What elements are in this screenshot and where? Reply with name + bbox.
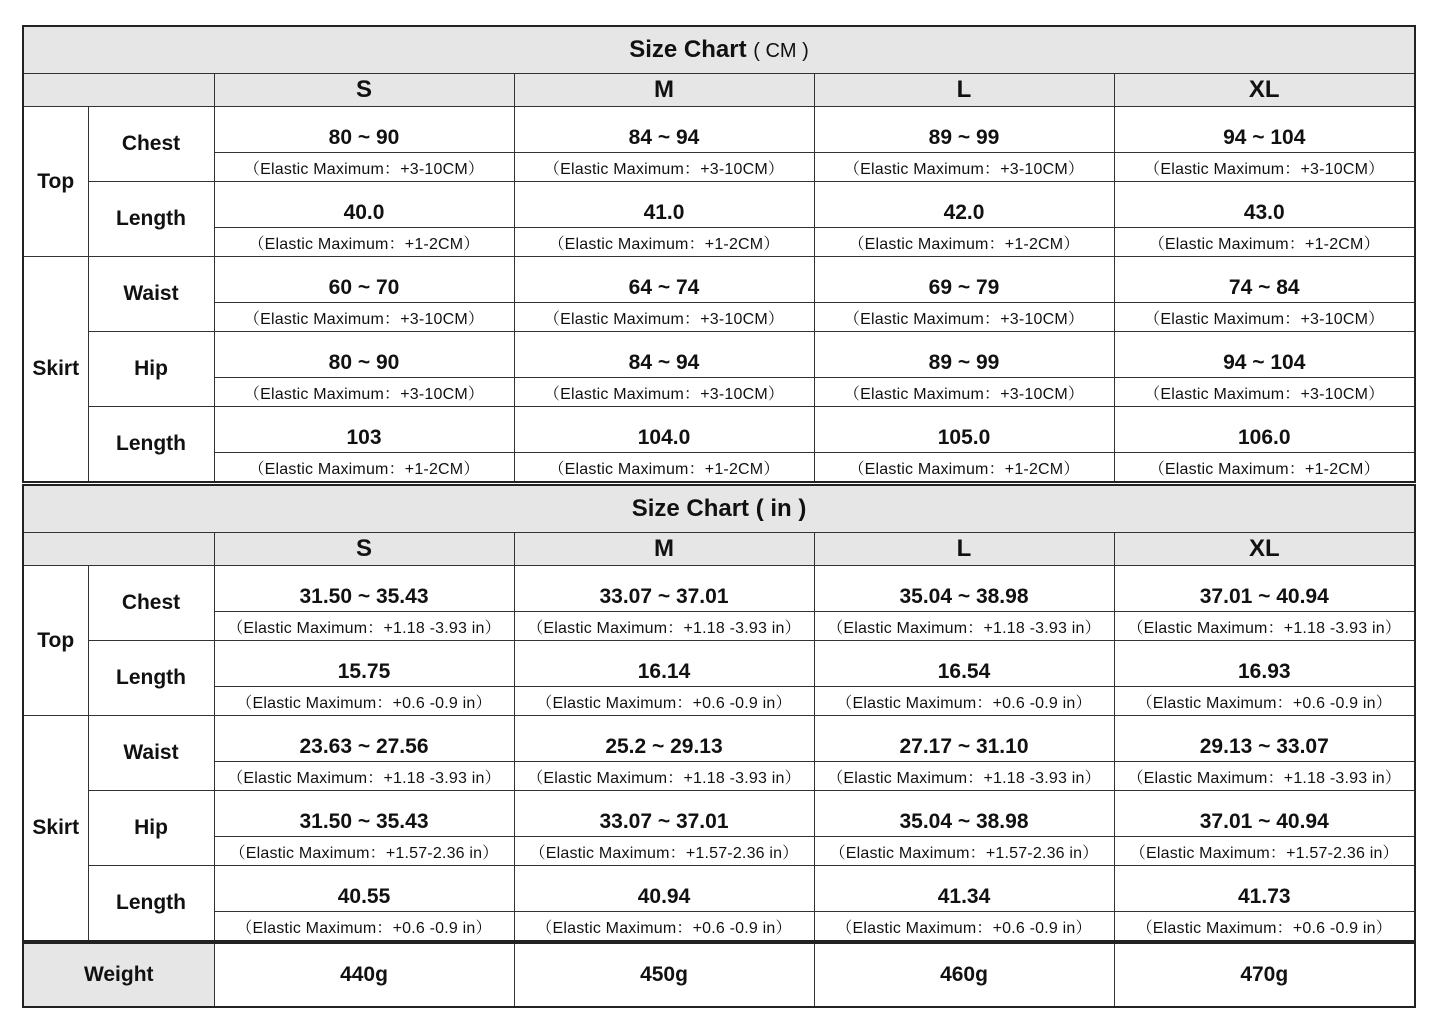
measure-label-hip: Hip bbox=[88, 791, 214, 866]
value-cell: 35.04 ~ 38.98 bbox=[814, 566, 1114, 612]
elastic-note: （Elastic Maximum：+3-10CM） bbox=[214, 378, 514, 407]
value-cell: 84 ~ 94 bbox=[514, 332, 814, 378]
value-cell: 69 ~ 79 bbox=[814, 257, 1114, 303]
elastic-note: （Elastic Maximum：+3-10CM） bbox=[814, 153, 1114, 182]
value-cell: 37.01 ~ 40.94 bbox=[1114, 791, 1415, 837]
elastic-note: （Elastic Maximum：+1-2CM） bbox=[1114, 228, 1415, 257]
weight-label: Weight bbox=[23, 943, 214, 1007]
value-cell: 41.73 bbox=[1114, 866, 1415, 912]
size-header-l: L bbox=[814, 74, 1114, 107]
size-header-xl: XL bbox=[1114, 74, 1415, 107]
elastic-note: （Elastic Maximum：+1-2CM） bbox=[514, 228, 814, 257]
elastic-note: （Elastic Maximum：+1.18 -3.93 in） bbox=[514, 612, 814, 641]
measure-label-length: Length bbox=[88, 866, 214, 942]
size-chart-in bbox=[22, 484, 1416, 942]
elastic-note: （Elastic Maximum：+1.57-2.36 in） bbox=[214, 837, 514, 866]
measure-label-waist: Waist bbox=[88, 716, 214, 791]
measure-label-waist: Waist bbox=[88, 257, 214, 332]
elastic-note: （Elastic Maximum：+1.18 -3.93 in） bbox=[1114, 612, 1415, 641]
measure-label-length: Length bbox=[88, 407, 214, 483]
value-cell: 31.50 ~ 35.43 bbox=[214, 791, 514, 837]
chart-title-text: Size Chart bbox=[629, 36, 747, 63]
value-cell: 80 ~ 90 bbox=[214, 332, 514, 378]
elastic-note: （Elastic Maximum：+0.6 -0.9 in） bbox=[514, 912, 814, 942]
group-label-skirt: Skirt bbox=[23, 257, 88, 483]
corner-cell bbox=[23, 533, 214, 566]
value-cell: 89 ~ 99 bbox=[814, 332, 1114, 378]
elastic-note: （Elastic Maximum：+0.6 -0.9 in） bbox=[814, 912, 1114, 942]
elastic-note: （Elastic Maximum：+1.57-2.36 in） bbox=[514, 837, 814, 866]
value-cell: 40.55 bbox=[214, 866, 514, 912]
elastic-note: （Elastic Maximum：+3-10CM） bbox=[1114, 153, 1415, 182]
value-cell: 103 bbox=[214, 407, 514, 453]
elastic-note: （Elastic Maximum：+3-10CM） bbox=[814, 303, 1114, 332]
elastic-note: （Elastic Maximum：+1.18 -3.93 in） bbox=[214, 762, 514, 791]
elastic-note: （Elastic Maximum：+3-10CM） bbox=[1114, 303, 1415, 332]
elastic-note: （Elastic Maximum：+1-2CM） bbox=[214, 453, 514, 483]
measure-label-hip: Hip bbox=[88, 332, 214, 407]
elastic-note: （Elastic Maximum：+3-10CM） bbox=[1114, 378, 1415, 407]
elastic-note: （Elastic Maximum：+1.18 -3.93 in） bbox=[214, 612, 514, 641]
elastic-note: （Elastic Maximum：+0.6 -0.9 in） bbox=[1114, 912, 1415, 942]
weight-value-m: 450g bbox=[514, 943, 814, 1007]
measure-label-length: Length bbox=[88, 182, 214, 257]
elastic-note: （Elastic Maximum：+1.18 -3.93 in） bbox=[514, 762, 814, 791]
value-cell: 94 ~ 104 bbox=[1114, 107, 1415, 153]
weight-value-l: 460g bbox=[814, 943, 1114, 1007]
value-cell: 80 ~ 90 bbox=[214, 107, 514, 153]
chart-title bbox=[23, 26, 1415, 74]
elastic-note: （Elastic Maximum：+3-10CM） bbox=[514, 303, 814, 332]
elastic-note: （Elastic Maximum：+0.6 -0.9 in） bbox=[514, 687, 814, 716]
value-cell: 106.0 bbox=[1114, 407, 1415, 453]
value-cell: 40.94 bbox=[514, 866, 814, 912]
group-label-top: Top bbox=[23, 566, 88, 716]
size-header-s: S bbox=[214, 533, 514, 566]
value-cell: 35.04 ~ 38.98 bbox=[814, 791, 1114, 837]
elastic-note: （Elastic Maximum：+1-2CM） bbox=[214, 228, 514, 257]
elastic-note: （Elastic Maximum：+3-10CM） bbox=[514, 153, 814, 182]
value-cell: 33.07 ~ 37.01 bbox=[514, 566, 814, 612]
elastic-note: （Elastic Maximum：+3-10CM） bbox=[214, 153, 514, 182]
elastic-note: （Elastic Maximum：+3-10CM） bbox=[214, 303, 514, 332]
value-cell: 84 ~ 94 bbox=[514, 107, 814, 153]
value-cell: 41.34 bbox=[814, 866, 1114, 912]
size-header-l: L bbox=[814, 533, 1114, 566]
value-cell: 64 ~ 74 bbox=[514, 257, 814, 303]
measure-label-chest: Chest bbox=[88, 107, 214, 182]
elastic-note: （Elastic Maximum：+3-10CM） bbox=[814, 378, 1114, 407]
weight-value-s: 440g bbox=[214, 943, 514, 1007]
elastic-note: （Elastic Maximum：+1.57-2.36 in） bbox=[1114, 837, 1415, 866]
value-cell: 25.2 ~ 29.13 bbox=[514, 716, 814, 762]
value-cell: 104.0 bbox=[514, 407, 814, 453]
value-cell: 43.0 bbox=[1114, 182, 1415, 228]
measure-label-length: Length bbox=[88, 641, 214, 716]
weight-value-xl: 470g bbox=[1114, 943, 1415, 1007]
value-cell: 23.63 ~ 27.56 bbox=[214, 716, 514, 762]
value-cell: 105.0 bbox=[814, 407, 1114, 453]
chart-title: Size Chart ( in ) bbox=[23, 485, 1415, 533]
value-cell: 74 ~ 84 bbox=[1114, 257, 1415, 303]
size-header-m: M bbox=[514, 74, 814, 107]
size-header-xl: XL bbox=[1114, 533, 1415, 566]
value-cell: 29.13 ~ 33.07 bbox=[1114, 716, 1415, 762]
value-cell: 16.54 bbox=[814, 641, 1114, 687]
value-cell: 60 ~ 70 bbox=[214, 257, 514, 303]
value-cell: 16.93 bbox=[1114, 641, 1415, 687]
elastic-note: （Elastic Maximum：+1.18 -3.93 in） bbox=[814, 612, 1114, 641]
measure-label-chest: Chest bbox=[88, 566, 214, 641]
value-cell: 16.14 bbox=[514, 641, 814, 687]
elastic-note: （Elastic Maximum：+1-2CM） bbox=[514, 453, 814, 483]
value-cell: 33.07 ~ 37.01 bbox=[514, 791, 814, 837]
elastic-note: （Elastic Maximum：+1.57-2.36 in） bbox=[814, 837, 1114, 866]
group-label-top: Top bbox=[23, 107, 88, 257]
elastic-note: （Elastic Maximum：+3-10CM） bbox=[514, 378, 814, 407]
elastic-note: （Elastic Maximum：+1-2CM） bbox=[1114, 453, 1415, 483]
value-cell: 37.01 ~ 40.94 bbox=[1114, 566, 1415, 612]
elastic-note: （Elastic Maximum：+1.18 -3.93 in） bbox=[1114, 762, 1415, 791]
elastic-note: （Elastic Maximum：+0.6 -0.9 in） bbox=[214, 912, 514, 942]
elastic-note: （Elastic Maximum：+1-2CM） bbox=[814, 453, 1114, 483]
value-cell: 94 ~ 104 bbox=[1114, 332, 1415, 378]
value-cell: 27.17 ~ 31.10 bbox=[814, 716, 1114, 762]
elastic-note: （Elastic Maximum：+1.18 -3.93 in） bbox=[814, 762, 1114, 791]
elastic-note: （Elastic Maximum：+1-2CM） bbox=[814, 228, 1114, 257]
chart-title-unit: ( CM ) bbox=[753, 40, 809, 62]
size-chart-cm bbox=[22, 25, 1416, 483]
value-cell: 89 ~ 99 bbox=[814, 107, 1114, 153]
corner-cell bbox=[23, 74, 214, 107]
size-header-s: S bbox=[214, 74, 514, 107]
elastic-note: （Elastic Maximum：+0.6 -0.9 in） bbox=[214, 687, 514, 716]
group-label-skirt: Skirt bbox=[23, 716, 88, 942]
value-cell: 40.0 bbox=[214, 182, 514, 228]
value-cell: 42.0 bbox=[814, 182, 1114, 228]
weight-table bbox=[22, 942, 1416, 1008]
size-header-m: M bbox=[514, 533, 814, 566]
elastic-note: （Elastic Maximum：+0.6 -0.9 in） bbox=[1114, 687, 1415, 716]
value-cell: 41.0 bbox=[514, 182, 814, 228]
value-cell: 31.50 ~ 35.43 bbox=[214, 566, 514, 612]
elastic-note: （Elastic Maximum：+0.6 -0.9 in） bbox=[814, 687, 1114, 716]
value-cell: 15.75 bbox=[214, 641, 514, 687]
